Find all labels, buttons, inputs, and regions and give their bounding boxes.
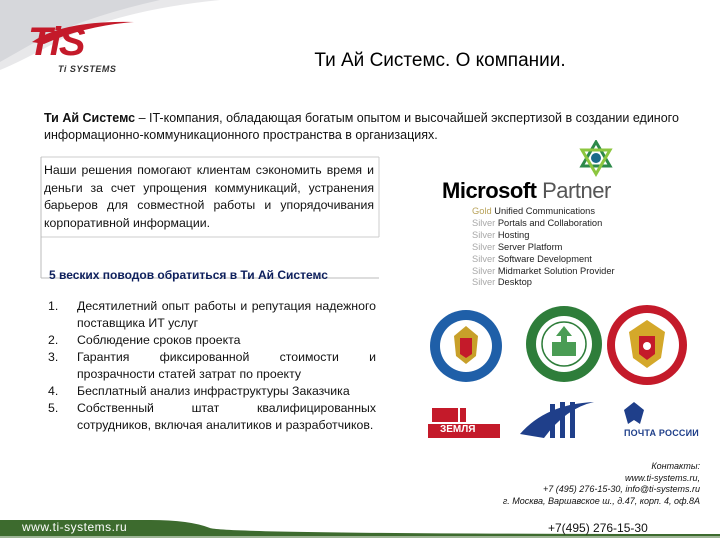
- list-item-number: 3.: [48, 350, 59, 364]
- microsoft-partner-logo: [442, 178, 632, 204]
- list-item: [472, 242, 632, 254]
- contacts-phone-email[interactable]: +7 (495) 276-15-30, info@ti-systems.ru: [543, 484, 700, 494]
- company-logo: [28, 22, 138, 78]
- list-item: [472, 218, 632, 230]
- list-item: [472, 277, 632, 289]
- page-title: Ти Ай Системс. О компании.: [314, 50, 566, 71]
- pochta-text: ПОЧТА РОССИИ: [624, 428, 699, 438]
- contacts-address: г. Москва, Варшавское ш., д.47, корп. 4, оф.8А: [502, 495, 700, 506]
- list-item-number: 4.: [48, 384, 59, 398]
- competency-level: Silver: [472, 277, 496, 288]
- competency-level: Gold: [472, 206, 492, 216]
- list-item: [48, 349, 376, 383]
- list-item-text: Десятилетний опыт работы и репутация надежного поставщика ИТ услуг: [77, 299, 376, 330]
- intro-company-name: Ти Ай Системс: [44, 111, 136, 125]
- footer-phone: +7(495) 276-15-30: [548, 521, 648, 535]
- reasons-list: [48, 298, 376, 434]
- competency-level: Silver: [472, 265, 496, 276]
- list-item: [48, 332, 376, 349]
- partner-swirl-logo-icon: [516, 394, 598, 444]
- reasons-heading: 5 веских поводов обратиться в Ти Ай Системс: [49, 268, 328, 282]
- competency-level: Silver: [472, 253, 496, 264]
- list-item-number: 2.: [48, 333, 59, 347]
- list-item-text: Соблюдение сроков проекта: [77, 333, 241, 347]
- solutions-box: [44, 158, 376, 278]
- list-item-text: Собственный штат квалифицированных сотрудников, включая аналитиков и разработчиков.: [77, 401, 376, 432]
- list-item: [472, 254, 632, 266]
- competency-level: Silver: [472, 229, 496, 240]
- competency-name: Midmarket Solution Provider: [497, 265, 615, 276]
- list-item-text: Бесплатный анализ инфраструктуры Заказчика: [77, 384, 350, 398]
- competency-level: Silver: [472, 217, 496, 228]
- contacts-site[interactable]: www.ti-systems.ru,: [624, 472, 700, 483]
- competency-name: Unified Communications: [494, 206, 595, 216]
- competency-level: Silver: [472, 241, 496, 252]
- list-item-number: 5.: [48, 401, 59, 415]
- state-emblem-icon: [605, 302, 689, 388]
- competency-name: Desktop: [497, 277, 532, 288]
- contacts-label: Контакты:: [651, 461, 700, 471]
- competency-list: [472, 206, 632, 289]
- post-eagle-icon: [622, 400, 646, 426]
- footer-url-link[interactable]: www.ti-systems.ru: [22, 520, 128, 534]
- list-item-text: Гарантия фиксированной стоимости и прозрачности статей затрат по проекту: [77, 350, 376, 381]
- logo-text: TiS: [28, 20, 84, 64]
- competency-name: Hosting: [497, 229, 530, 240]
- zemlya-text: ЗЕМЛЯ: [440, 424, 476, 435]
- list-item: [48, 400, 376, 434]
- solutions-text: Наши решения помогают клиентам сэкономить время и деньги за счет упрощения коммуникаций, устранения барьеров для совместной работы и упорядочивания корпоративной информации.: [44, 163, 374, 230]
- list-item: [472, 266, 632, 278]
- microsoft-partner-word: Partner: [542, 178, 611, 203]
- contacts-block: [420, 461, 700, 507]
- competency-name: Software Development: [497, 253, 592, 264]
- education-emblem-icon: [524, 304, 604, 384]
- microsoft-brand: Microsoft: [442, 178, 537, 203]
- list-item: [472, 230, 632, 242]
- tax-service-emblem-icon: [428, 308, 504, 384]
- award-emblem-icon: [578, 140, 614, 178]
- intro-text: – IT-компания, обладающая богатым опытом и высочайшей экспертизой в создании единого информационно-коммуникационного пространства в организациях.: [44, 111, 679, 142]
- list-item: [48, 383, 376, 400]
- intro-paragraph: [44, 110, 684, 144]
- list-item: [472, 206, 632, 218]
- competency-name: Portals and Collaboration: [497, 217, 603, 228]
- microsoft-partner-block: [442, 178, 632, 289]
- list-item-number: 1.: [48, 299, 59, 313]
- list-item: [48, 298, 376, 332]
- logo-subtitle: Ti SYSTEMS: [58, 64, 117, 74]
- competency-name: Server Platform: [497, 241, 563, 252]
